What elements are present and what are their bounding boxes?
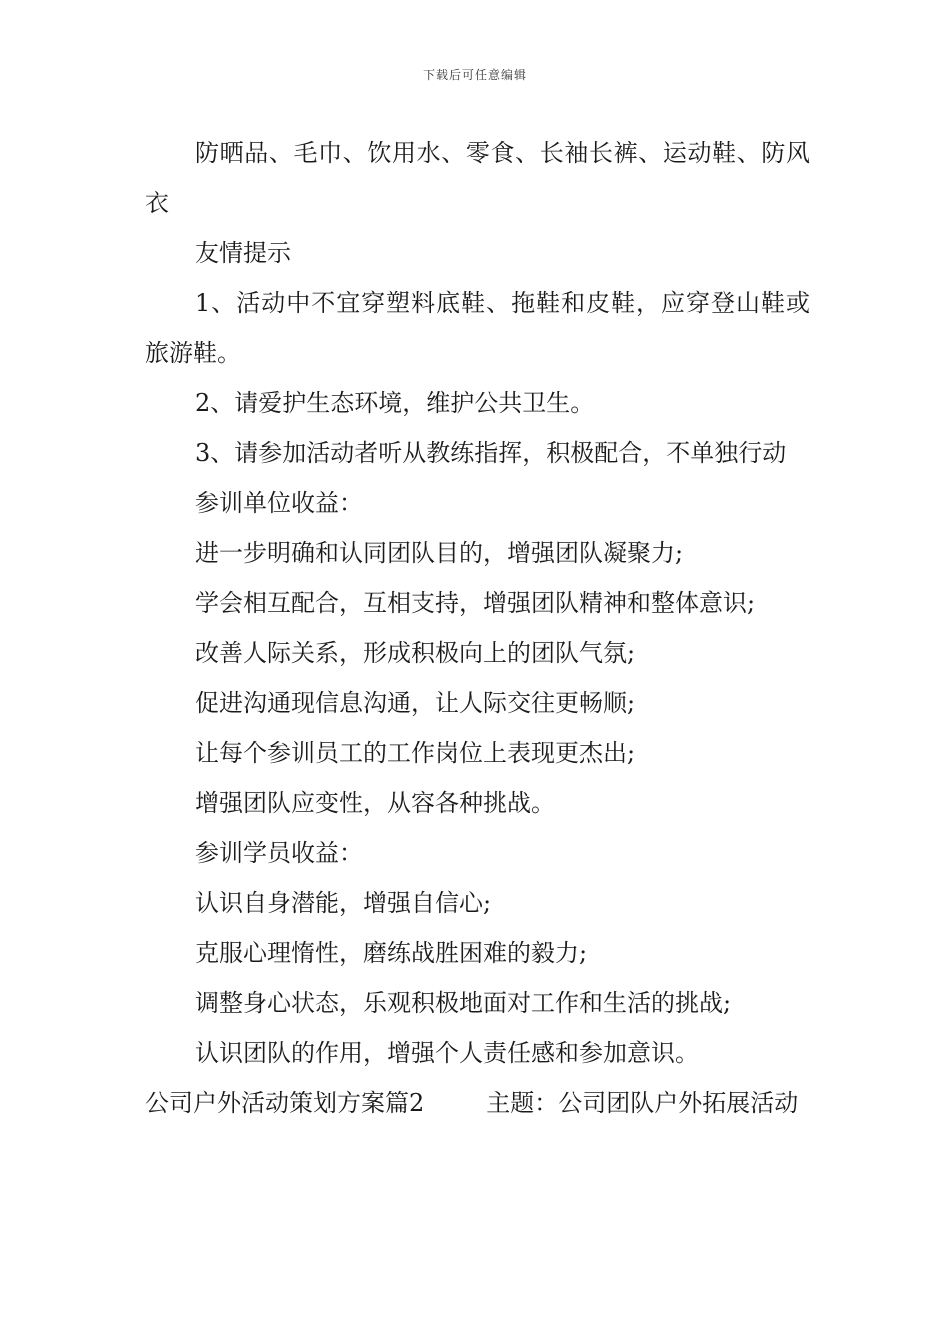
section-heading (145, 1078, 810, 1128)
paragraph-unit-benefit-4: 促进沟通现信息沟通，让人际交往更畅顺; (195, 689, 636, 717)
paragraph-tip-2: 2、请爱护生态环境，维护公共卫生。 (195, 389, 595, 417)
paragraph-trainee-benefit-3: 调整身心状态，乐观积极地面对工作和生活的挑战; (195, 989, 732, 1017)
paragraph-unit-benefit-6: 增强团队应变性，从容各种挑战。 (195, 789, 555, 817)
section-theme: 主题：公司团队户外拓展活动 (486, 1089, 799, 1117)
paragraph-tip-3: 3、请参加活动者听从教练指挥，积极配合，不单独行动 (195, 439, 787, 467)
paragraph-unit-benefit-2: 学会相互配合，互相支持，增强团队精神和整体意识; (195, 589, 756, 617)
page-header-note: 下载后可任意编辑 (422, 68, 527, 82)
paragraph-trainee-benefits-heading: 参训学员收益： (195, 839, 363, 867)
paragraph-unit-benefit-1: 进一步明确和认同团队目的，增强团队凝聚力; (195, 539, 684, 567)
paragraph-tips-heading: 友情提示 (195, 239, 291, 267)
document-body (145, 128, 810, 1128)
paragraph-items-list: 防晒品、毛巾、饮用水、零食、长袖长裤、运动鞋、防风衣 (145, 139, 810, 217)
paragraph-unit-benefits-heading: 参训单位收益： (195, 489, 363, 517)
paragraph-unit-benefit-5: 让每个参训员工的工作岗位上表现更杰出; (195, 739, 636, 767)
paragraph-unit-benefit-3: 改善人际关系，形成积极向上的团队气氛; (195, 639, 636, 667)
paragraph-tip-1: 1、活动中不宜穿塑料底鞋、拖鞋和皮鞋，应穿登山鞋或旅游鞋。 (145, 289, 810, 367)
paragraph-trainee-benefit-1: 认识自身潜能，增强自信心; (195, 889, 492, 917)
paragraph-trainee-benefit-4: 认识团队的作用，增强个人责任感和参加意识。 (195, 1039, 699, 1067)
section-title: 公司户外活动策划方案篇2 (145, 1089, 425, 1117)
paragraph-trainee-benefit-2: 克服心理惰性，磨练战胜困难的毅力; (195, 939, 588, 967)
